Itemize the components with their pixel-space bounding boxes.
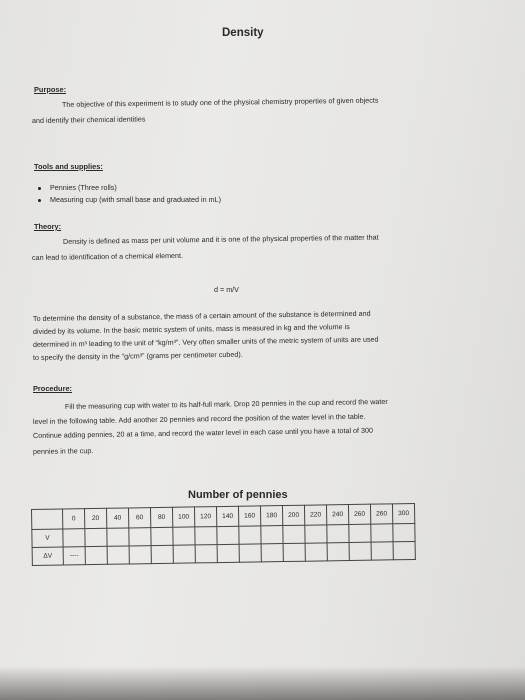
table-cell [173, 527, 195, 545]
bullet-icon [38, 199, 41, 202]
theory-p2-line-1: To determine the density of a substance, the mass of a certain amount of the substance is determined and [32, 308, 371, 323]
table-cell [195, 527, 217, 545]
column-header: 120 [194, 507, 216, 527]
table-cell [261, 544, 283, 562]
table-cell [239, 544, 261, 562]
column-header: 40 [106, 508, 128, 528]
column-header: 160 [238, 506, 260, 526]
column-header: 200 [282, 505, 304, 525]
table-cell [261, 526, 283, 544]
table-cell [393, 541, 415, 559]
purpose-heading: Purpose: [34, 85, 67, 94]
table-cell [107, 528, 129, 546]
procedure-line-1: Fill the measuring cup with water to its half-full mark. Drop 20 pennies in the cup and record the water [64, 396, 388, 411]
column-header: 260 [348, 504, 370, 524]
column-header: 300 [392, 503, 414, 523]
table-cell [151, 545, 173, 563]
theory-p2-line-4: to specify the density in the “g/cm³” (grams per centimeter cubed). [32, 349, 243, 362]
table-cell [371, 524, 393, 542]
purpose-line-1: The objective of this experiment is to study one of the physical chemistry properties of given objects [61, 95, 379, 109]
pennies-table [31, 503, 416, 566]
table-cell: ---- [63, 547, 85, 565]
tools-heading: Tools and supplies: [34, 162, 103, 171]
table-cell [173, 545, 195, 563]
table-cell [349, 524, 371, 542]
table-cell [107, 546, 129, 564]
tools-item-1-text: Pennies (Three rolls) [50, 183, 117, 192]
table-cell [393, 523, 415, 541]
column-header: 260 [370, 504, 392, 524]
density-formula: d = m/V [214, 285, 239, 294]
procedure-heading: Procedure: [33, 384, 73, 393]
table-cell [129, 546, 151, 564]
theory-heading: Theory: [34, 222, 62, 231]
table-cell [327, 525, 349, 543]
table-cell [371, 542, 393, 560]
theory-p2-line-3: determined in m³ leading to the unit of “kg/m³”. Very often smaller units of the metric system of units are used [32, 334, 379, 349]
table-cell [195, 545, 217, 563]
photo-shadow [0, 666, 525, 700]
row-label-dv: ΔV [32, 547, 63, 565]
column-header: 180 [260, 506, 282, 526]
column-header: 0 [63, 509, 85, 529]
table-cell [283, 543, 305, 561]
bullet-icon [38, 187, 41, 190]
table-cell [305, 525, 327, 543]
table-cell [151, 527, 173, 545]
procedure-line-2: level in the following table. Add another 20 pennies and record the position of the water level in the table. [32, 411, 366, 426]
column-header: 20 [85, 508, 107, 528]
table-cell [63, 529, 85, 547]
theory-line-2: can lead to identification of a chemical element. [31, 250, 184, 262]
table-corner-cell [32, 509, 63, 529]
table-cell [85, 546, 107, 564]
theory-line-1: Density is defined as mass per unit volume and it is one of the physical properties of the matter that [62, 232, 379, 246]
row-label-v: V [32, 529, 63, 547]
column-header: 240 [326, 505, 348, 525]
table-cell [217, 526, 239, 544]
purpose-line-2: and identify their chemical identities [31, 114, 146, 125]
table-cell [349, 542, 371, 560]
table-cell [239, 526, 261, 544]
tools-item-2-text: Measuring cup (with small base and graduated in mL) [50, 195, 221, 204]
table-cell [327, 543, 349, 561]
procedure-line-3: Continue adding pennies, 20 at a time, and record the water level in each case until you have a total of 300 [32, 425, 374, 440]
column-header: 80 [150, 507, 172, 527]
tools-item-1 [38, 182, 117, 193]
column-header: 140 [216, 506, 238, 526]
table-cell [85, 528, 107, 546]
table-cell [305, 543, 327, 561]
table-title: Number of pennies [188, 489, 288, 501]
table-cell [129, 528, 151, 546]
procedure-line-4: pennies in the cup. [32, 446, 94, 456]
column-header: 100 [172, 507, 194, 527]
table-cell [283, 525, 305, 543]
theory-p2-line-2: divided by its volume. In the basic metric system of units, mass is measured in kg and the volume is [32, 322, 350, 336]
column-header: 220 [304, 505, 326, 525]
page-title: Density [222, 27, 264, 39]
column-header: 60 [128, 508, 150, 528]
tools-item-2 [38, 194, 221, 205]
table-cell [217, 544, 239, 562]
